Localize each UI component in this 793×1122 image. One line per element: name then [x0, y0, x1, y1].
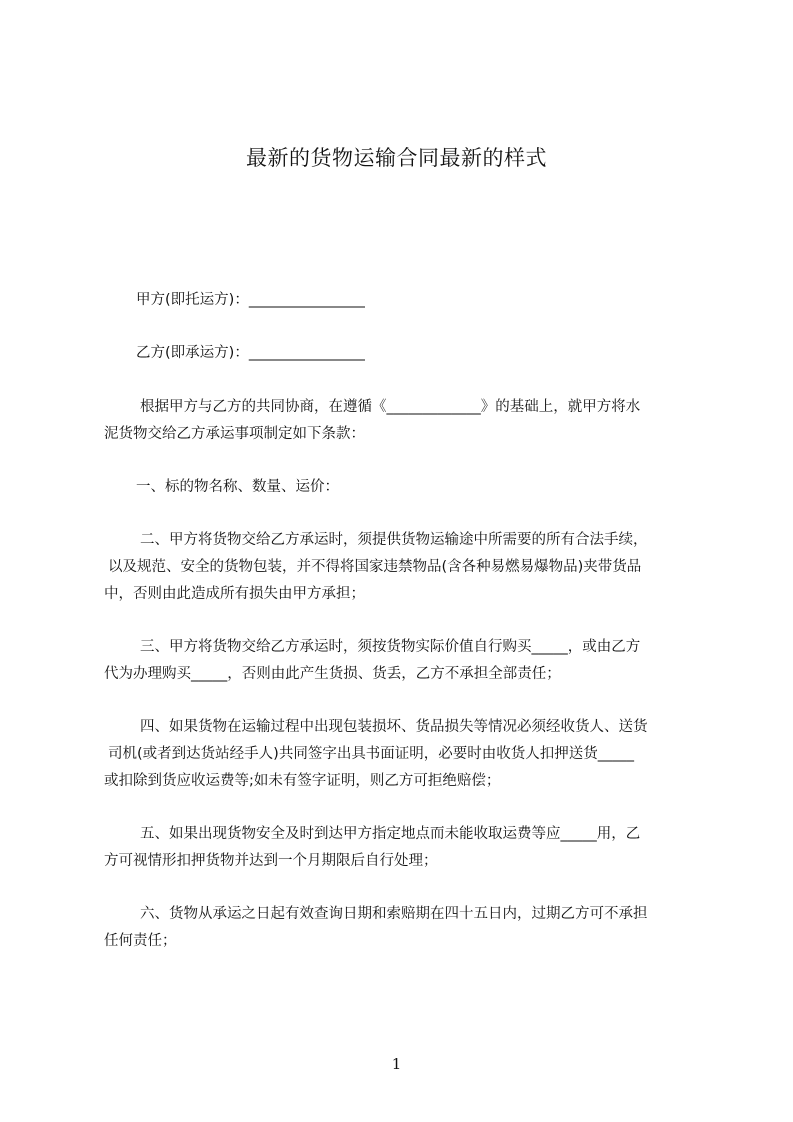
clause-6-line: 任何责任；: [104, 933, 177, 949]
clause-2-line: 以及规范、安全的货物包装，并不得将国家违禁物品(含各种易燃易爆物品)夹带货品: [108, 559, 642, 575]
clause-4-line: 或扣除到货应收运费等;如未有签字证明，则乙方可拒绝赔偿；: [104, 773, 501, 789]
intro-paragraph: [104, 394, 702, 448]
page-number: 1: [391, 1055, 402, 1073]
document-title: 最新的货物运输合同最新的样式: [246, 146, 547, 170]
clause-5-line: 五、如果出现货物安全及时到达甲方指定地点而未能收取运费等应_____用，乙: [140, 826, 641, 842]
clause-2-paragraph: [104, 527, 702, 608]
clause-5-line: 方可视情形扣押货物并达到一个月期限后自行处理；: [104, 853, 438, 869]
clause-4-paragraph: [104, 714, 702, 795]
clause-2-line: 中，否则由此造成所有损失由甲方承担；: [104, 586, 365, 602]
party-a-line: [104, 287, 702, 314]
clause-3-paragraph: [104, 634, 702, 688]
party-a-text: 甲方(即托运方)：________________: [136, 292, 365, 308]
clause-3-line: 三、甲方将货物交给乙方承运时，须按货物实际价值自行购买_____，或由乙方: [140, 639, 641, 655]
clause-1-paragraph: [104, 474, 702, 501]
party-b-text: 乙方(即承运方)：________________: [136, 345, 365, 361]
clause-5-paragraph: [104, 821, 702, 875]
clause-6-paragraph: [104, 901, 702, 955]
party-b-line: [104, 340, 702, 367]
clause-1-text: 一、标的物名称、数量、运价：: [136, 479, 339, 495]
intro-line: 根据甲方与乙方的共同协商，在遵循《_____________》的基础上，就甲方将水: [140, 399, 641, 415]
clause-6-line: 六、货物从承运之日起有效查询日期和索赔期在四十五日内，过期乙方可不承担: [140, 906, 648, 922]
clause-3-line: 代为办理购买_____，否则由此产生货损、货丢，乙方不承担全部责任；: [104, 666, 561, 682]
intro-line: 泥货物交给乙方承运事项制定如下条款：: [104, 426, 365, 442]
clause-4-line: 司机(或者到达货站经手人)共同签字出具书面证明，必要时由收货人扣押送货_____: [108, 746, 635, 762]
clause-4-line: 四、如果货物在运输过程中出现包装损坏、货品损失等情况必须经收货人、送货: [140, 719, 648, 735]
clause-2-line: 二、甲方将货物交给乙方承运时，须提供货物运输途中所需要的所有合法手续，: [140, 532, 648, 548]
